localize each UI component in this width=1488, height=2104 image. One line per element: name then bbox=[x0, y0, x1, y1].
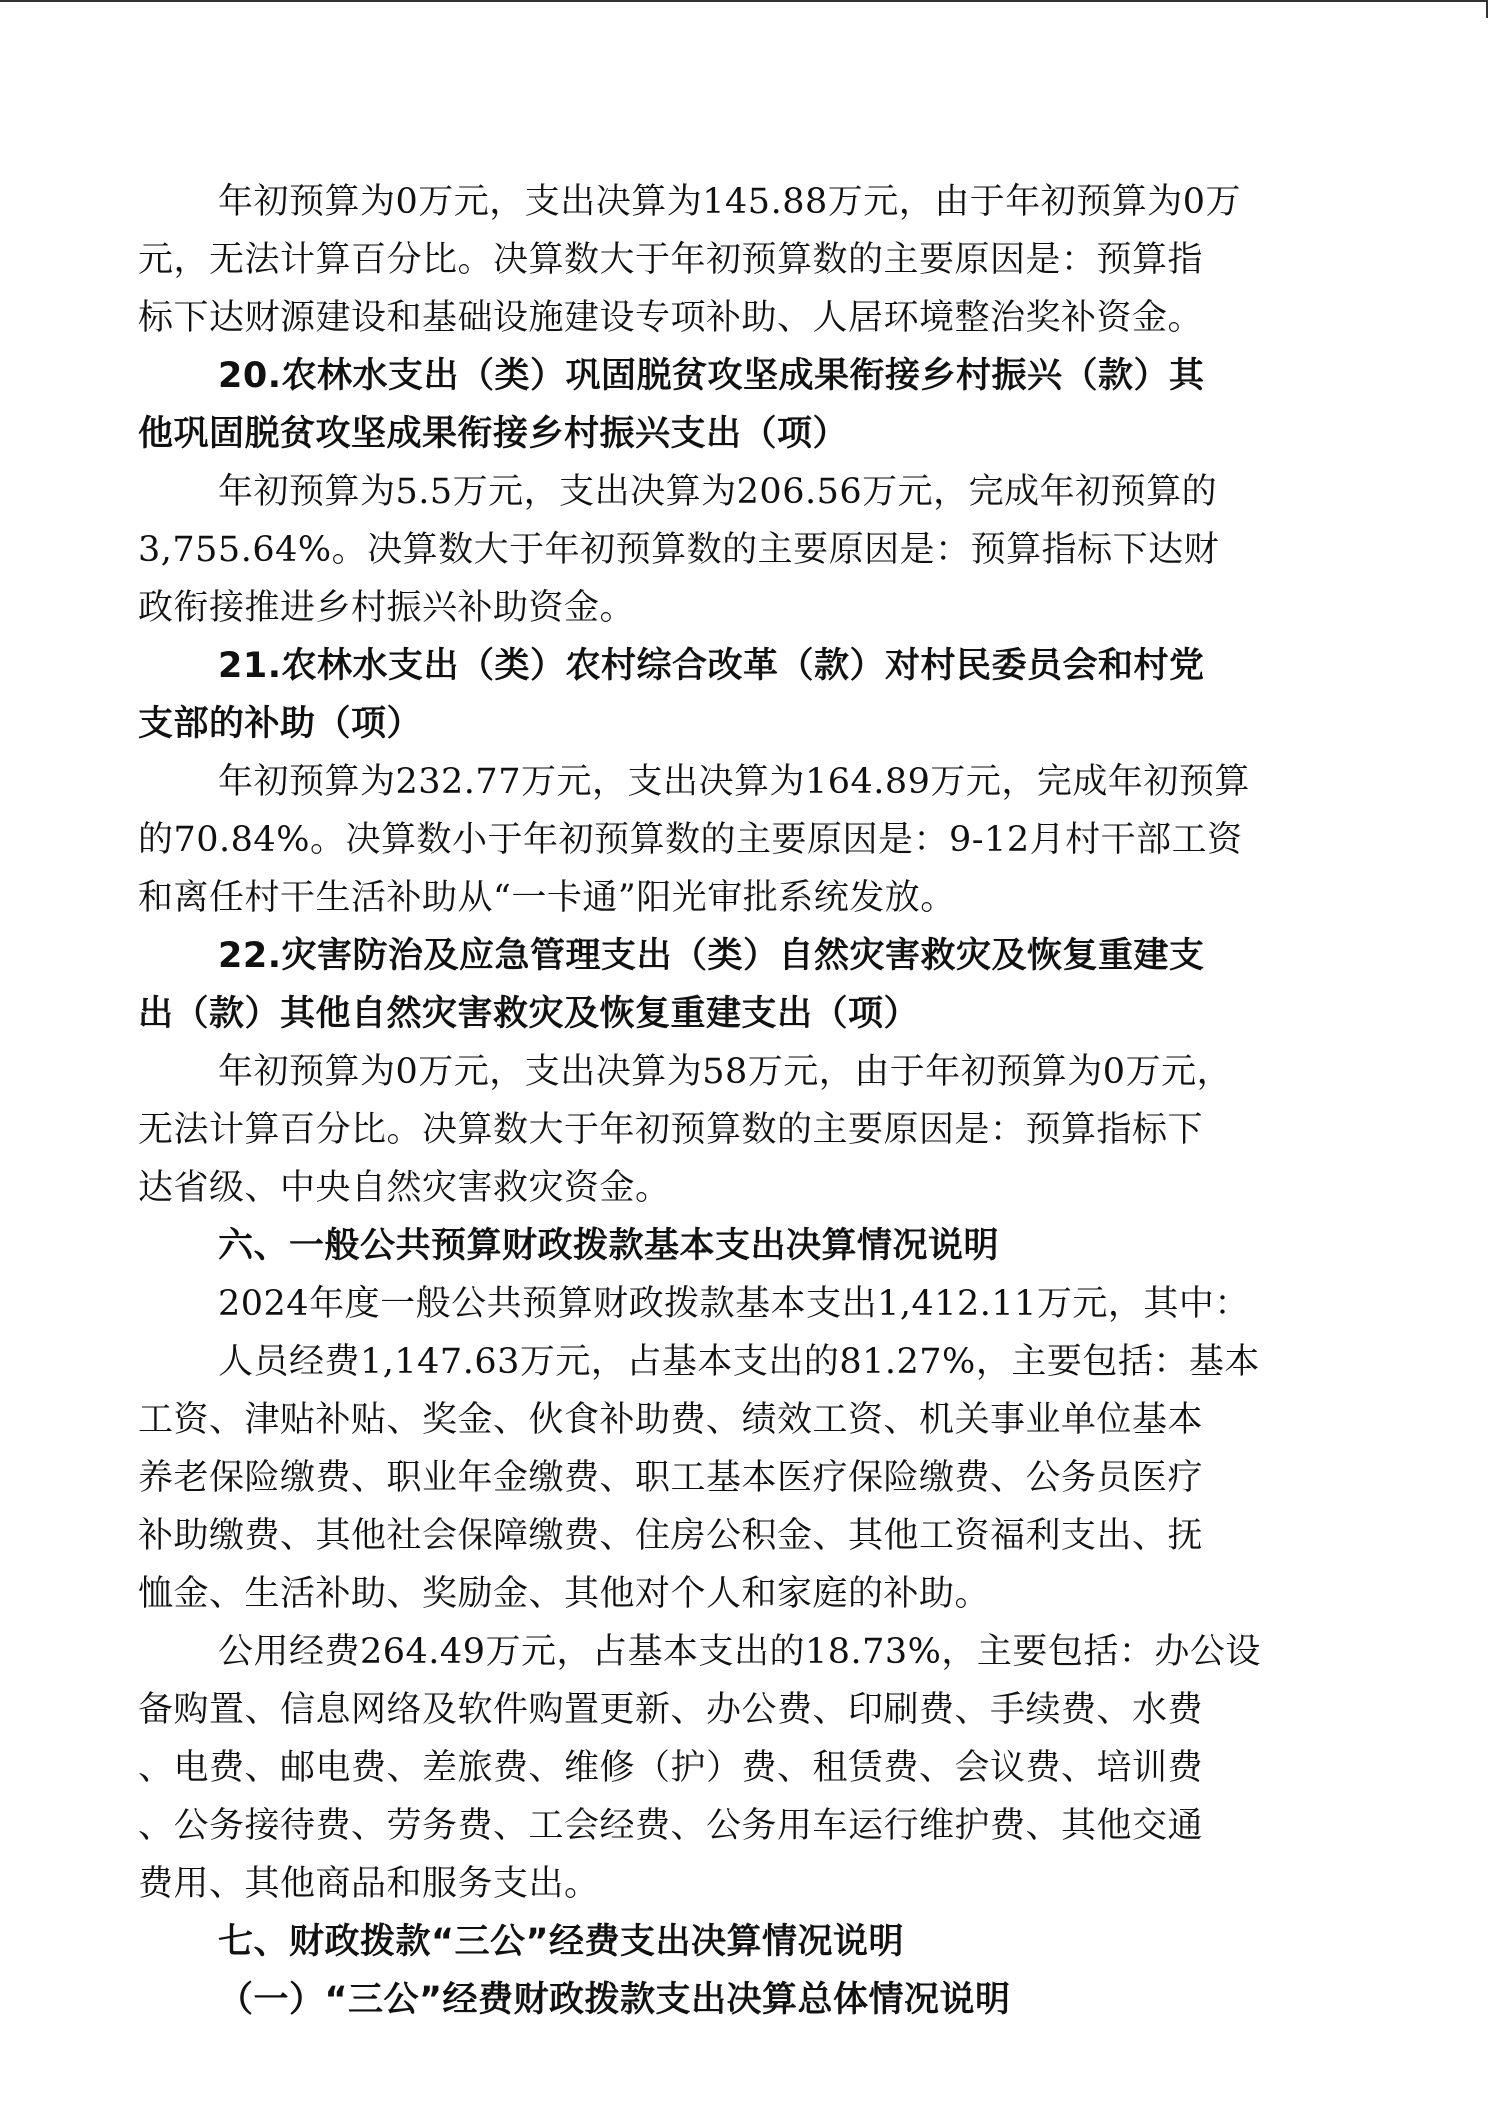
paragraph-line: 公用经费264.49万元，占基本支出的18.73%，主要包括：办公设 bbox=[218, 1632, 1261, 1672]
top-border-rule bbox=[0, 0, 1486, 2]
paragraph-line: 年初预算为5.5万元，支出决算为206.56万元，完成年初预算的 bbox=[218, 472, 1218, 512]
paragraph-line: 元，无法计算百分比。决算数大于年初预算数的主要原因是：预算指 bbox=[138, 240, 1204, 280]
paragraph-line: 费用、其他商品和服务支出。 bbox=[138, 1864, 600, 1904]
paragraph-line: 政衔接推进乡村振兴补助资金。 bbox=[138, 588, 636, 628]
section-heading-20: 20.农林水支出（类）巩固脱贫攻坚成果衔接乡村振兴（款）其 bbox=[218, 356, 1205, 396]
document-page bbox=[138, 173, 1353, 2029]
subsection-heading-1: （一）“三公”经费财政拨款支出决算总体情况说明 bbox=[218, 1980, 1011, 2020]
paragraph-line: 工资、津贴补贴、奖金、伙食补助费、绩效工资、机关事业单位基本 bbox=[138, 1400, 1204, 1440]
paragraph-line: 、电费、邮电费、差旅费、维修（护）费、租赁费、会议费、培训费 bbox=[138, 1748, 1204, 1788]
paragraph-line: 2024年度一般公共预算财政拨款基本支出1,412.11万元，其中： bbox=[218, 1284, 1250, 1324]
chapter-heading-7: 七、财政拨款“三公”经费支出决算情况说明 bbox=[218, 1922, 905, 1962]
paragraph-line: 标下达财源建设和基础设施建设专项补助、人居环境整治奖补资金。 bbox=[138, 298, 1204, 338]
paragraph-line: 达省级、中央自然灾害救灾资金。 bbox=[138, 1168, 671, 1208]
chapter-heading-6: 六、一般公共预算财政拨款基本支出决算情况说明 bbox=[218, 1226, 1000, 1266]
section-heading-22-cont: 出（款）其他自然灾害救灾及恢复重建支出（项） bbox=[138, 994, 920, 1034]
paragraph-line: 无法计算百分比。决算数大于年初预算数的主要原因是：预算指标下 bbox=[138, 1110, 1204, 1150]
paragraph-line: 和离任村干生活补助从“一卡通”阳光审批系统发放。 bbox=[138, 878, 956, 918]
paragraph-line: 养老保险缴费、职业年金缴费、职工基本医疗保险缴费、公务员医疗 bbox=[138, 1458, 1204, 1498]
paragraph-line: 、公务接待费、劳务费、工会经费、公务用车运行维护费、其他交通 bbox=[138, 1806, 1204, 1846]
paragraph-line: 年初预算为0万元，支出决算为58万元，由于年初预算为0万元， bbox=[218, 1052, 1233, 1092]
paragraph-line: 人员经费1,147.63万元，占基本支出的81.27%，主要包括：基本 bbox=[218, 1342, 1260, 1382]
section-heading-22: 22.灾害防治及应急管理支出（类）自然灾害救灾及恢复重建支 bbox=[218, 936, 1205, 976]
paragraph-line: 3,755.64%。决算数大于年初预算数的主要原因是：预算指标下达财 bbox=[138, 530, 1220, 570]
section-heading-21: 21.农林水支出（类）农村综合改革（款）对村民委员会和村党 bbox=[218, 646, 1205, 686]
section-heading-21-cont: 支部的补助（项） bbox=[138, 704, 423, 744]
paragraph-line: 补助缴费、其他社会保障缴费、住房公积金、其他工资福利支出、抚 bbox=[138, 1516, 1204, 1556]
paragraph-line: 年初预算为0万元，支出决算为145.88万元，由于年初预算为0万 bbox=[218, 182, 1242, 222]
paragraph-line: 备购置、信息网络及软件购置更新、办公费、印刷费、手续费、水费 bbox=[138, 1690, 1204, 1730]
section-heading-20-cont: 他巩固脱贫攻坚成果衔接乡村振兴支出（项） bbox=[138, 414, 849, 454]
paragraph-line: 年初预算为232.77万元，支出决算为164.89万元，完成年初预算 bbox=[218, 762, 1250, 802]
paragraph-line: 的70.84%。决算数小于年初预算数的主要原因是：9-12月村干部工资 bbox=[138, 820, 1243, 860]
paragraph-line: 恤金、生活补助、奖励金、其他对个人和家庭的补助。 bbox=[138, 1574, 991, 1614]
